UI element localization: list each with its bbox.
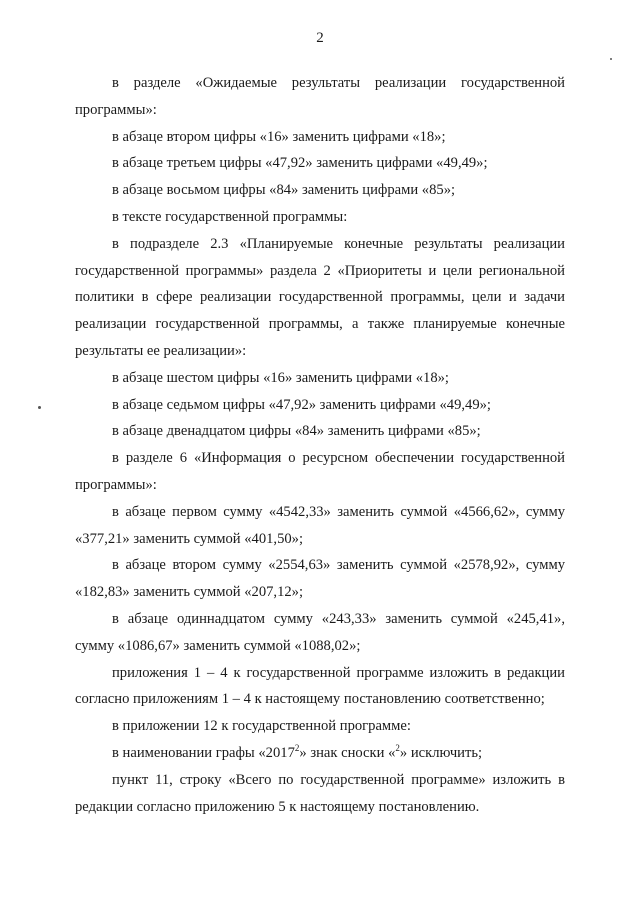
paragraph: в тексте государственной программы: <box>112 208 348 225</box>
superscript: 2 <box>294 742 300 753</box>
paragraph: в абзаце третьем цифры «47,92» заменить цифрами «49,49»; <box>112 155 488 172</box>
text-run: » знак сноски « <box>299 744 396 761</box>
text-run: в наименовании графы «2017 <box>112 744 295 761</box>
paragraph: в абзаце втором сумму «2554,63» заменить суммой «2578,92», сумму «182,83» заменить суммой «207,12»; <box>75 557 565 601</box>
paragraph: в абзаце двенадцатом цифры «84» заменить цифрами «85»; <box>112 423 481 440</box>
paragraph: в абзаце одиннадцатом сумму «243,33» заменить суммой «245,41», сумму «1086,67» заменить суммой «1088,02»; <box>75 610 565 654</box>
paragraph: в абзаце первом сумму «4542,33» заменить суммой «4566,62», сумму «377,21» заменить суммой «401,50»; <box>75 503 565 547</box>
paragraph: приложения 1 – 4 к государственной программе изложить в редакции согласно приложениям 1 – 4 к настоящему постановлению соответственно; <box>75 664 565 708</box>
paragraph: в подразделе 2.3 «Планируемые конечные результаты реализации государственной программы» раздела 2 «Приоритеты и цели региональной политики в сфере реализации государственной программы, цели и задачи реализации государственной программы, а также планируемые конечные результаты ее реализации»: <box>75 235 565 359</box>
scan-speck <box>610 58 612 60</box>
paragraph: в разделе «Ожидаемые результаты реализации государственной программы»: <box>75 75 565 118</box>
text-run: » исключить; <box>399 744 483 761</box>
paragraph: в абзаце седьмом цифры «47,92» заменить цифрами «49,49»; <box>112 396 491 413</box>
scan-speck <box>38 406 41 409</box>
document-body <box>75 70 565 820</box>
paragraph: в абзаце втором цифры «16» заменить цифрами «18»; <box>112 128 446 145</box>
footnote-paragraph <box>75 740 565 767</box>
paragraph: пункт 11, строку «Всего по государственной программе» изложить в редакции согласно приложению 5 к настоящему постановлению. <box>75 771 565 815</box>
superscript: 2 <box>395 742 400 753</box>
paragraph: в абзаце шестом цифры «16» заменить цифрами «18»; <box>112 369 449 386</box>
paragraph: в абзаце восьмом цифры «84» заменить цифрами «85»; <box>112 182 456 199</box>
page-number: 2 <box>316 30 324 46</box>
paragraph: в разделе 6 «Информация о ресурсном обеспечении государственной программы»: <box>75 450 565 493</box>
paragraph: в приложении 12 к государственной программе: <box>112 718 411 735</box>
